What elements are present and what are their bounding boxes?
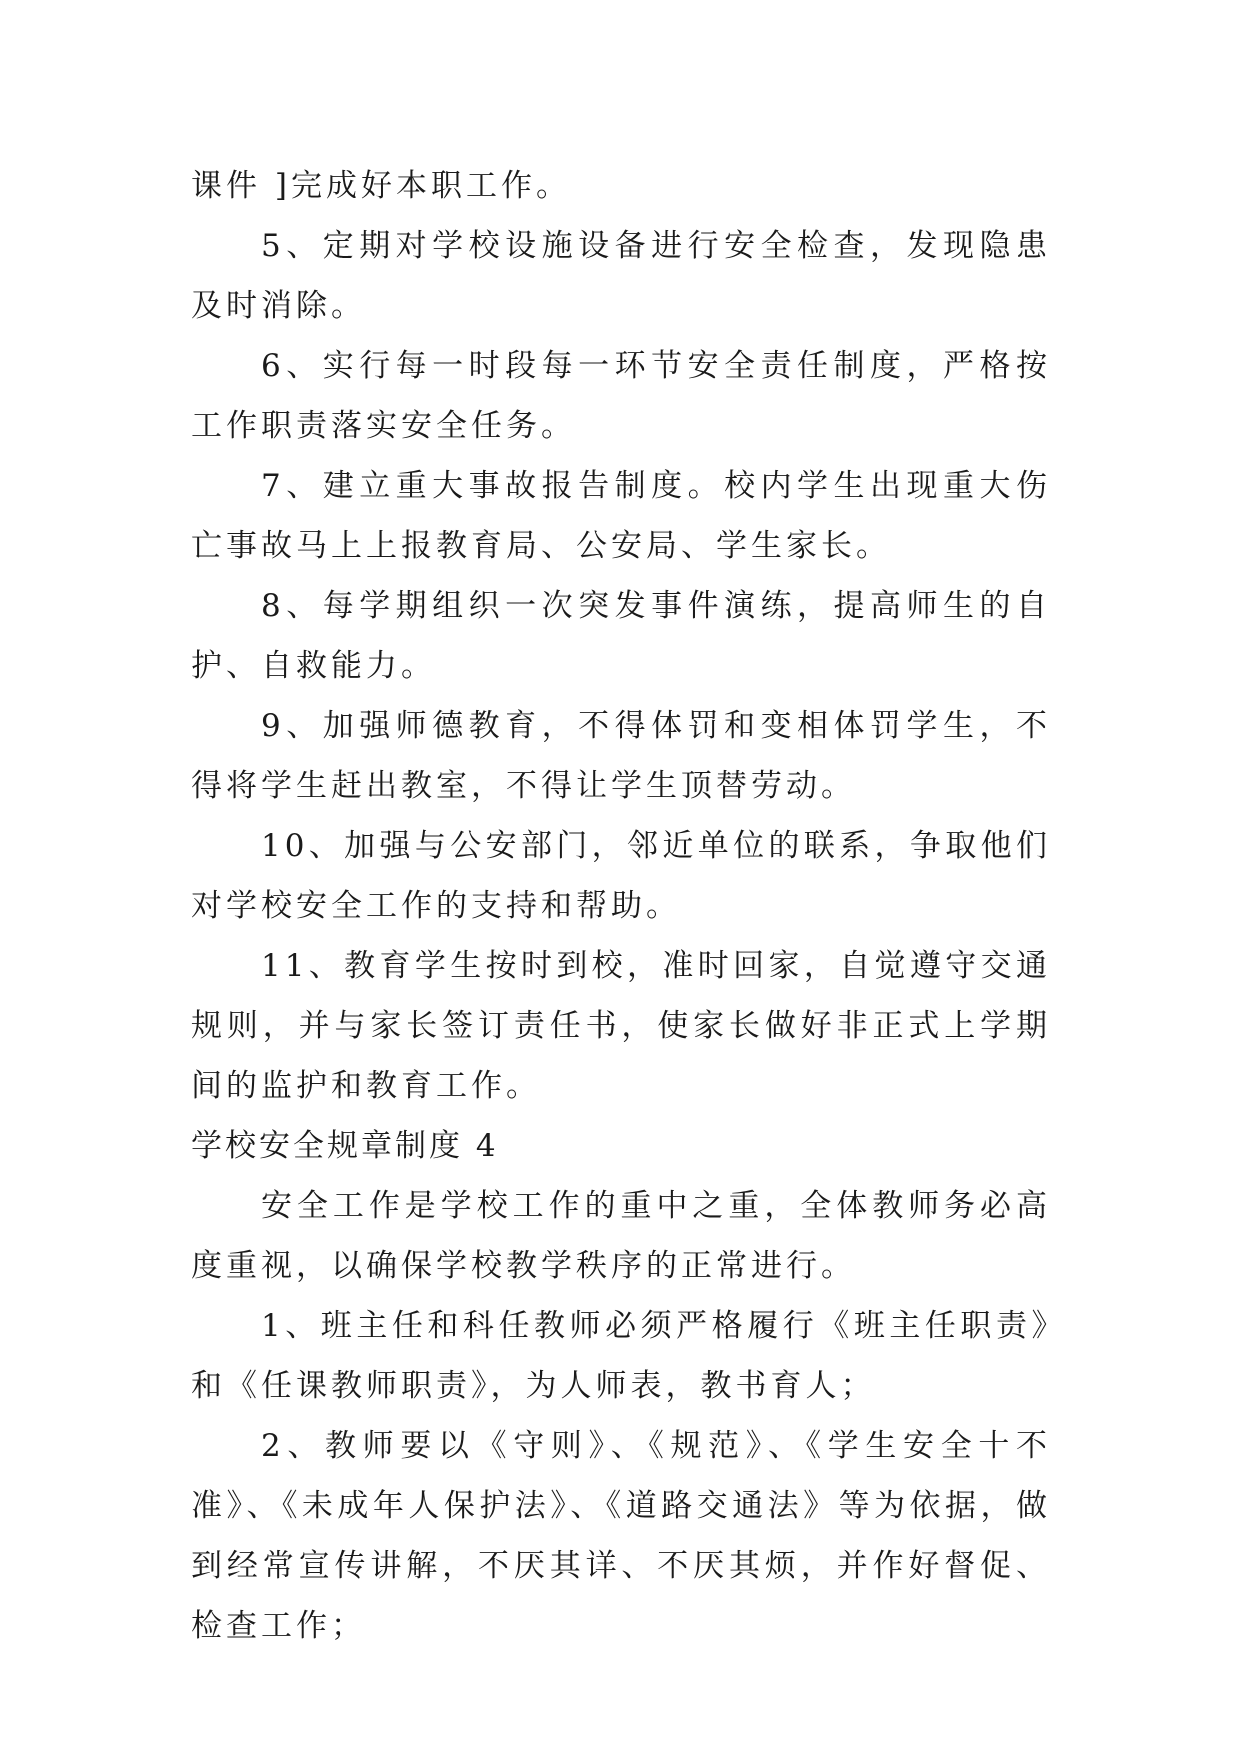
- section-title: 学校安全规章制度 4: [191, 1128, 499, 1164]
- paragraph-continuation: 课件 ]完成好本职工作。: [191, 168, 571, 204]
- paragraph-item-10: 10、加强与公安部门，邻近单位的联系，争取他们对学校安全工作的支持和帮助。: [191, 828, 1051, 924]
- paragraph-item-7: 7、建立重大事故报告制度。校内学生出现重大伤亡事故马上上报教育局、公安局、学生家长。: [191, 468, 1051, 564]
- paragraph-item-6: 6、实行每一时段每一环节安全责任制度，严格按工作职责落实安全任务。: [191, 348, 1051, 444]
- paragraph-item-8: 8、每学期组织一次突发事件演练，提高师生的自护、自救能力。: [191, 588, 1051, 684]
- paragraph-item-9: 9、加强师德教育，不得体罚和变相体罚学生，不得将学生赶出教室，不得让学生顶替劳动。: [191, 708, 1051, 804]
- paragraph-item-11: 11、教育学生按时到校，准时回家，自觉遵守交通规则，并与家长签订责任书，使家长做好非正式上学期间的监护和教育工作。: [191, 948, 1051, 1104]
- document-body: [191, 156, 1051, 1656]
- section-item-2: 2、教师要以《守则》、《规范》、《学生安全十不准》、《未成年人保护法》、《道路交通法》等为依据，做到经常宣传讲解，不厌其详、不厌其烦，并作好督促、检查工作；: [191, 1428, 1051, 1644]
- section-item-1: 1、班主任和科任教师必须严格履行《班主任职责》和《任课教师职责》，为人师表，教书育人；: [191, 1308, 1051, 1404]
- paragraph-item-5: 5、定期对学校设施设备进行安全检查，发现隐患及时消除。: [191, 228, 1051, 324]
- section-intro-paragraph: 安全工作是学校工作的重中之重，全体教师务必高度重视，以确保学校教学秩序的正常进行。: [191, 1188, 1051, 1284]
